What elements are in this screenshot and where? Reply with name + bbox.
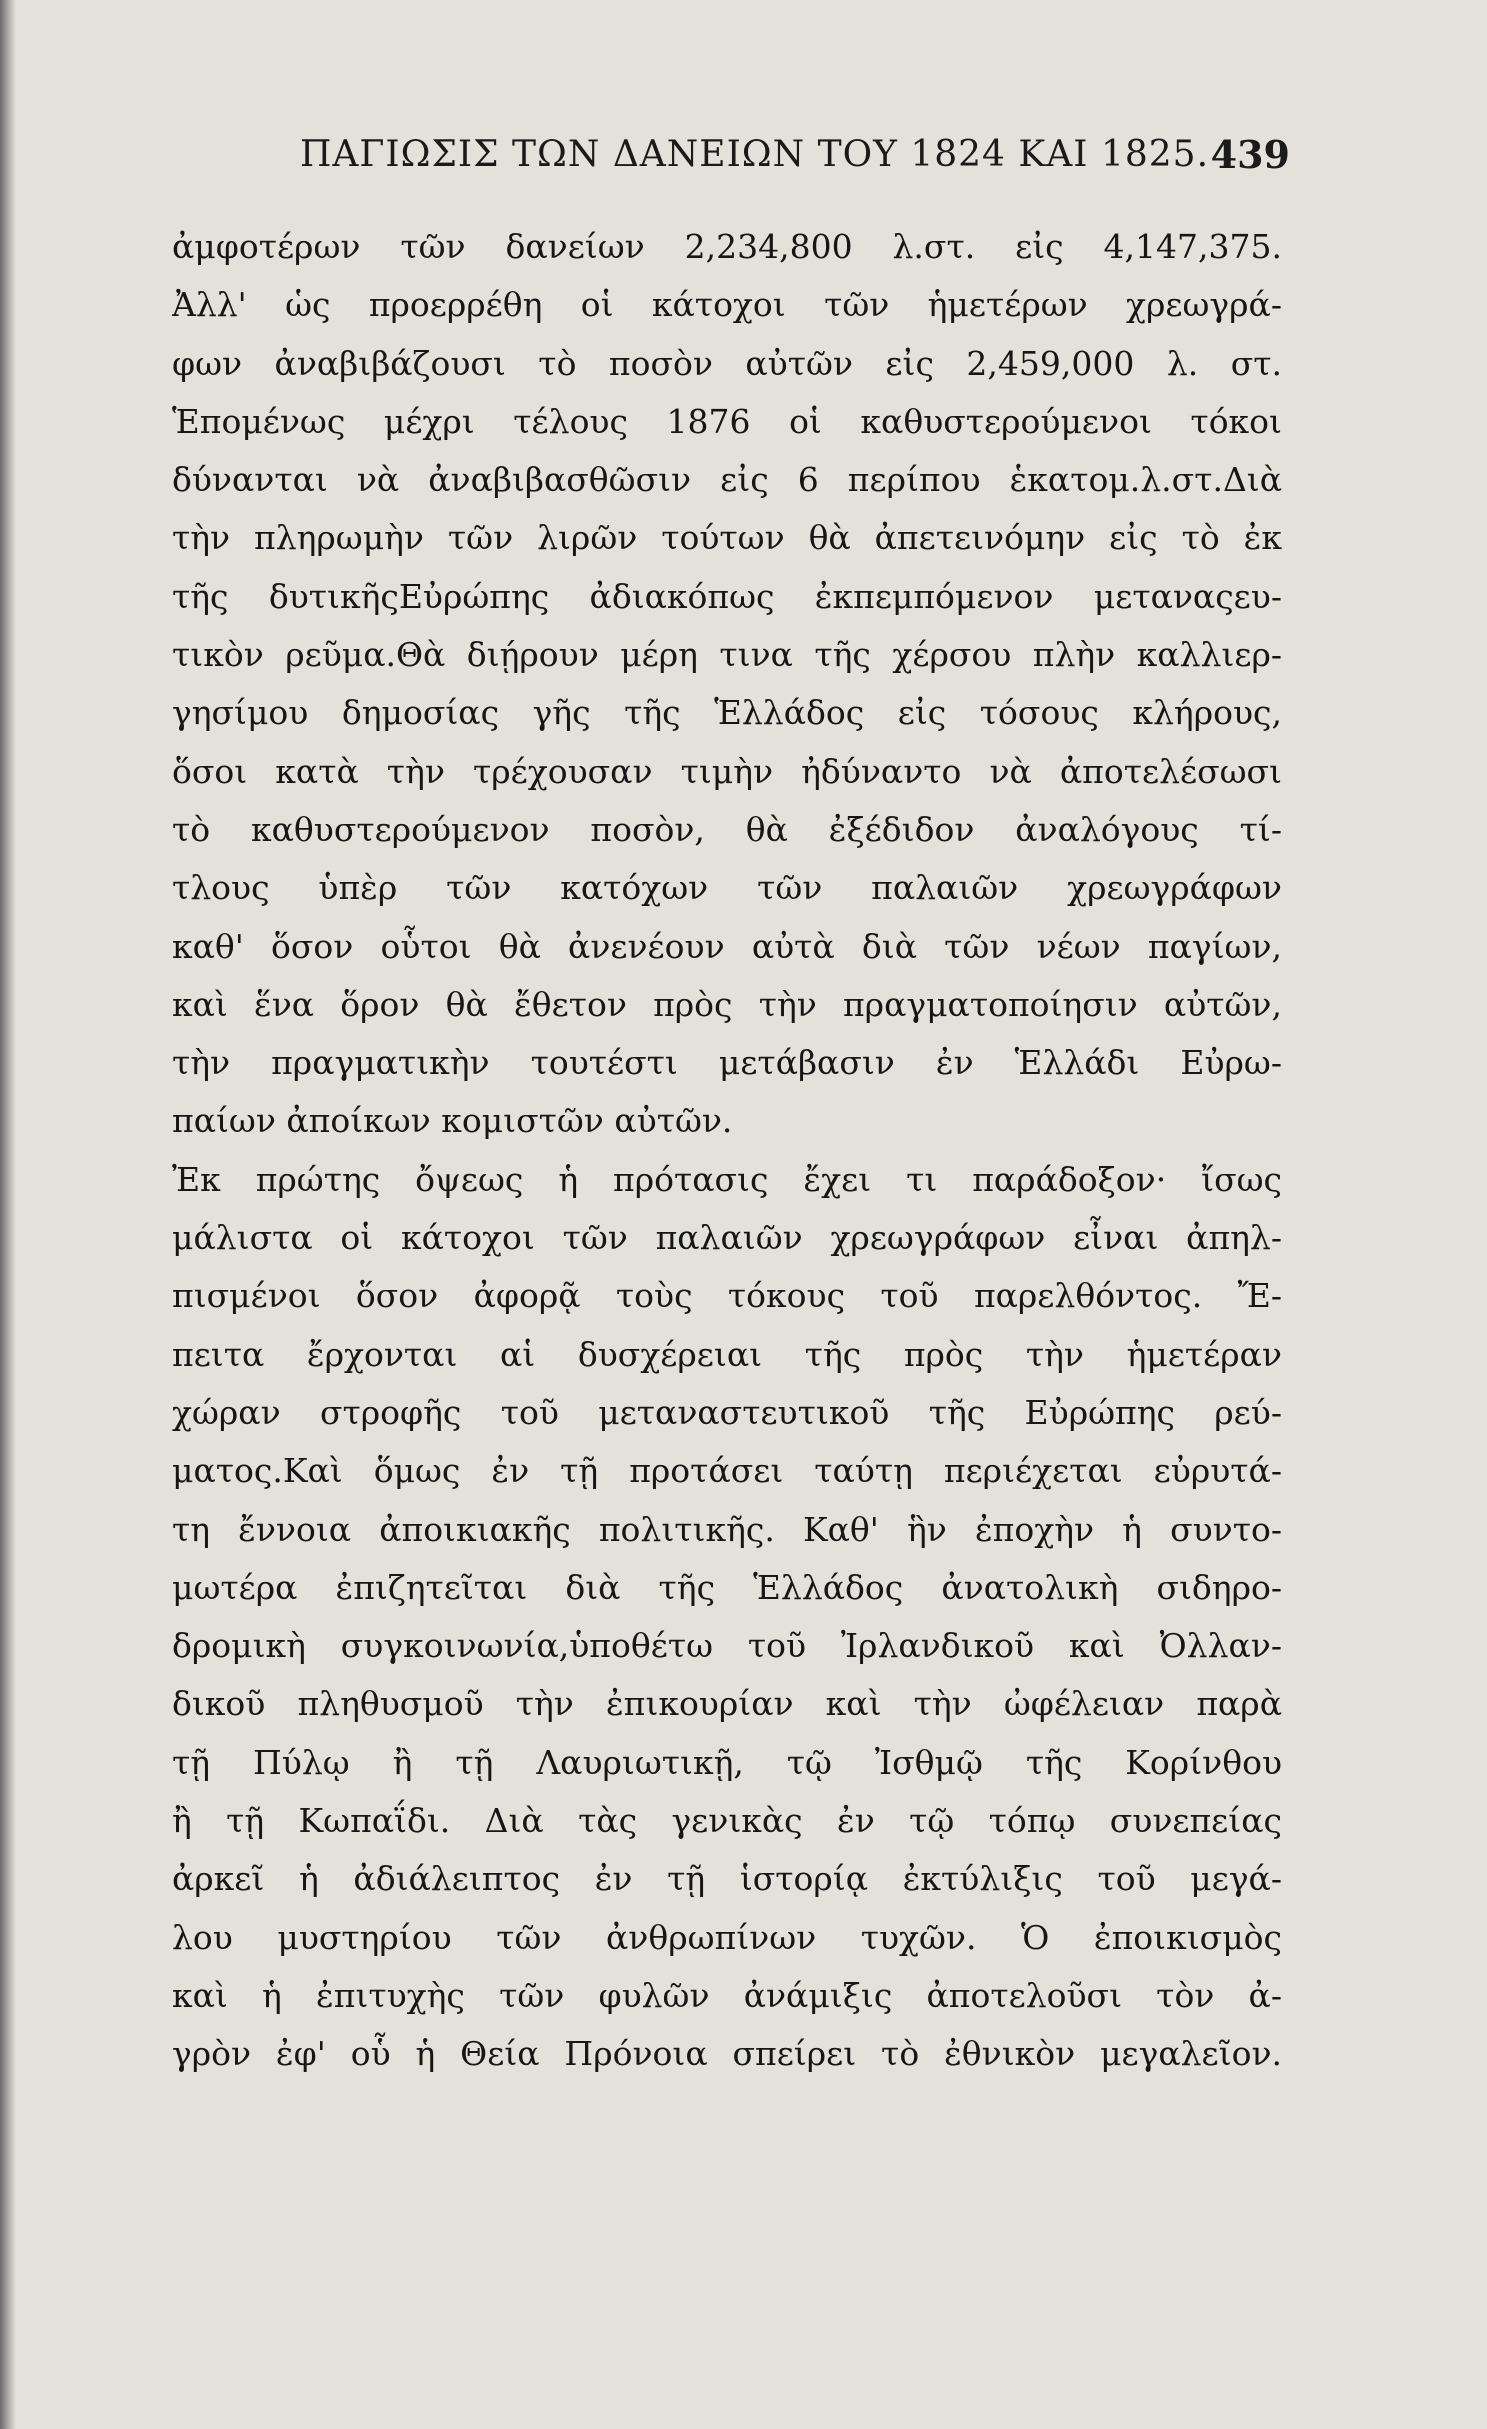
text-line: παίων ἀποίκων κομιστῶν αὐτῶν.	[172, 1101, 733, 1141]
text-line: ἀρκεῖ ἡ ἀδιάλειπτος ἐν τῇ ἱστορίᾳ ἐκτύλιξις τοῦ μεγά-	[172, 1859, 1282, 1899]
text-line: δύνανται νὰ ἀναβιβασθῶσιν εἰς 6 περίπου ἑκατομ.λ.στ.Διὰ	[172, 460, 1282, 500]
text-line: πειτα ἔρχονται αἱ δυσχέρειαι τῆς πρὸς τὴν ἡμετέραν	[172, 1334, 1282, 1374]
text-line: λου μυστηρίου τῶν ἀνθρωπίνων τυχῶν. Ὁ ἐποικισμὸς	[172, 1917, 1282, 1957]
text-line: ματος.Καὶ ὅμως ἐν τῇ προτάσει ταύτῃ περιέχεται εὐρυτά-	[172, 1451, 1282, 1491]
text-line: φων ἀναβιβάζουσι τὸ ποσὸν αὐτῶν εἰς 2,459,000 λ. στ.	[172, 343, 1282, 383]
text-line: μωτέρα ἐπιζητεῖται διὰ τῆς Ἑλλάδος ἀνατολικὴ σιδηρο-	[172, 1567, 1282, 1607]
text-line: μάλιστα οἱ κάτοχοι τῶν παλαιῶν χρεωγράφων εἶναι ἀπηλ-	[172, 1218, 1282, 1258]
text-line: γησίμου δημοσίας γῆς τῆς Ἑλλάδος εἰς τόσους κλήρους,	[172, 693, 1282, 733]
text-line: ἀμφοτέρων τῶν δανείων 2,234,800 λ.στ. εἰς 4,147,375.	[172, 227, 1282, 266]
text-line: χώραν στροφῆς τοῦ μεταναστευτικοῦ τῆς Εὐρώπης ρεύ-	[172, 1392, 1282, 1432]
text-line: καὶ ἡ ἐπιτυχὴς τῶν φυλῶν ἀνάμιξις ἀποτελοῦσι τὸν ἀ-	[172, 1975, 1282, 2015]
text-line: τὴν πραγματικὴν τουτέστι μετάβασιν ἐν Ἑλλάδι Εὐρω-	[172, 1043, 1282, 1083]
text-line: γρὸν ἐφ' οὗ ἡ Θεία Πρόνοια σπείρει τὸ ἐθνικὸν μεγαλεῖον.	[172, 2034, 1282, 2074]
text-line: πισμένοι ὅσον ἀφορᾷ τοὺς τόκους τοῦ παρελθόντος. Ἔ-	[172, 1276, 1282, 1316]
page-number: 439	[1210, 132, 1290, 177]
body-text	[172, 218, 1282, 2084]
text-line: ὅσοι κατὰ τὴν τρέχουσαν τιμὴν ἠδύναντο νὰ ἀποτελέσωσι	[172, 751, 1282, 791]
text-line: καὶ ἕνα ὅρον θὰ ἔθετον πρὸς τὴν πραγματοποίησιν αὐτῶν,	[172, 984, 1282, 1024]
text-line: Ἑπομένως μέχρι τέλους 1876 οἱ καθυστερούμενοι τόκοι	[172, 401, 1282, 441]
text-line: δικοῦ πληθυσμοῦ τὴν ἐπικουρίαν καὶ τὴν ὠφέλειαν παρὰ	[172, 1684, 1282, 1724]
running-title: ΠΑΓΙΩΣΙΣ ΤΩΝ ΔΑΝΕΙΩΝ ΤΟΥ 1824 ΚΑΙ 1825.	[300, 134, 1210, 175]
scan-binding-edge	[0, 0, 16, 2429]
text-line: τὸ καθυστερούμενον ποσὸν, θὰ ἐξέδιδον ἀναλόγους τί-	[172, 809, 1282, 849]
text-line: τικὸν ρεῦμα.Θὰ διῄρουν μέρη τινα τῆς χέρσου πλὴν καλλιερ-	[172, 635, 1282, 675]
text-line: τλους ὑπὲρ τῶν κατόχων τῶν παλαιῶν χρεωγράφων	[172, 868, 1282, 908]
text-line: καθ' ὅσον οὗτοι θὰ ἀνενέουν αὐτὰ διὰ τῶν νέων παγίων,	[172, 926, 1282, 966]
text-line: ἢ τῇ Κωπαΐδι. Διὰ τὰς γενικὰς ἐν τῷ τόπῳ συνεπείας	[172, 1801, 1282, 1841]
page-header	[300, 128, 1290, 188]
text-line: τῇ Πύλῳ ἢ τῇ Λαυριωτικῇ, τῷ Ἰσθμῷ τῆς Κορίνθου	[172, 1742, 1282, 1782]
text-line: τη ἔννοια ἀποικιακῆς πολιτικῆς. Καθ' ἣν ἐποχὴν ἡ συντο-	[172, 1509, 1282, 1549]
text-line: δρομικὴ συγκοινωνία,ὑποθέτω τοῦ Ἰρλανδικοῦ καὶ Ὀλλαν-	[172, 1626, 1282, 1666]
text-line: τὴν πληρωμὴν τῶν λιρῶν τούτων θὰ ἀπετεινόμην εἰς τὸ ἐκ	[172, 518, 1282, 558]
text-line: Ἀλλ' ὡς προερρέθη οἱ κάτοχοι τῶν ἡμετέρων χρεωγρά-	[172, 285, 1282, 325]
text-line: Ἐκ πρώτης ὄψεως ἡ πρότασις ἔχει τι παράδοξον· ἴσως	[172, 1159, 1282, 1199]
text-line: τῆς δυτικῆςΕὐρώπης ἀδιακόπως ἐκπεμπόμενον μεταναςευ-	[172, 576, 1282, 616]
